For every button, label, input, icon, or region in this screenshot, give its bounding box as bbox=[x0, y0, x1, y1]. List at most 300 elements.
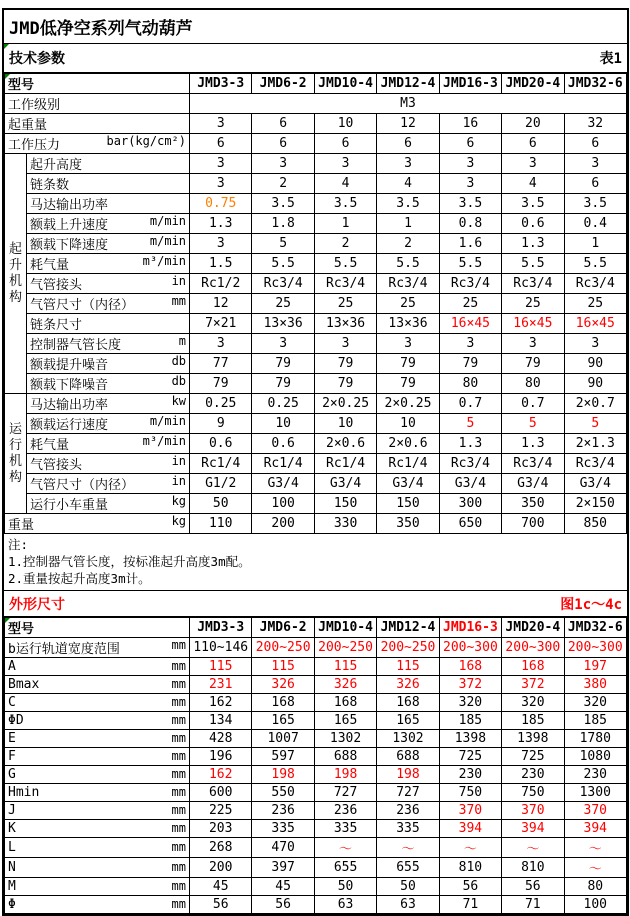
value-cell: 25 bbox=[439, 294, 501, 314]
value-cell: ～ bbox=[564, 858, 626, 878]
value-cell: 79 bbox=[502, 354, 564, 374]
table-row bbox=[5, 234, 627, 254]
value-cell: 688 bbox=[377, 748, 439, 766]
value-cell: 850 bbox=[564, 514, 626, 534]
value-cell: 12 bbox=[190, 294, 252, 314]
row-label: E mm bbox=[5, 730, 190, 748]
row-label: 气管尺寸（内径） in bbox=[27, 474, 190, 494]
value-cell: 63 bbox=[314, 896, 376, 914]
row-label: Hmin mm bbox=[5, 784, 190, 802]
value-cell: 600 bbox=[190, 784, 252, 802]
value-cell: 688 bbox=[314, 748, 376, 766]
value-cell: Rc1/2 bbox=[190, 274, 252, 294]
value-cell: 115 bbox=[314, 658, 376, 676]
value-cell: 6 bbox=[252, 134, 314, 154]
value-cell: 25 bbox=[252, 294, 314, 314]
value-cell: 25 bbox=[314, 294, 376, 314]
cell-marker-icon bbox=[5, 618, 10, 623]
value-cell: 2×0.6 bbox=[377, 434, 439, 454]
value-cell: Rc1/4 bbox=[252, 454, 314, 474]
value-cell: 56 bbox=[439, 878, 501, 896]
value-cell: 3.5 bbox=[314, 194, 376, 214]
value-cell: 56 bbox=[190, 896, 252, 914]
value-cell: 3 bbox=[439, 154, 501, 174]
value-cell: 168 bbox=[377, 694, 439, 712]
value-cell: 3 bbox=[564, 334, 626, 354]
value-cell: 3 bbox=[190, 174, 252, 194]
row-label: ΦD mm bbox=[5, 712, 190, 730]
model-header: JMD12-4 bbox=[377, 74, 439, 94]
value-cell: 200~250 bbox=[314, 638, 376, 658]
value-cell: Rc3/4 bbox=[439, 454, 501, 474]
value-cell: 10 bbox=[377, 414, 439, 434]
value-cell: 200~250 bbox=[252, 638, 314, 658]
row-unit: in bbox=[171, 454, 187, 468]
value-cell: 200 bbox=[190, 858, 252, 878]
value-cell: 370 bbox=[502, 802, 564, 820]
value-cell: Rc3/4 bbox=[502, 274, 564, 294]
value-cell: Rc3/4 bbox=[502, 454, 564, 474]
row-unit: kw bbox=[171, 394, 187, 408]
table-row bbox=[5, 878, 627, 896]
row-label: K mm bbox=[5, 820, 190, 838]
value-cell: 750 bbox=[502, 784, 564, 802]
table-row bbox=[5, 748, 627, 766]
value-cell: 63 bbox=[377, 896, 439, 914]
value-cell: 4 bbox=[377, 174, 439, 194]
value-cell: 3 bbox=[314, 154, 376, 174]
value-cell: Rc1/4 bbox=[314, 454, 376, 474]
row-label: 气管接头 in bbox=[27, 454, 190, 474]
row-label: 耗气量 m³/min bbox=[27, 434, 190, 454]
value-cell: 597 bbox=[252, 748, 314, 766]
row-unit: db bbox=[171, 374, 187, 388]
value-cell: 79 bbox=[190, 374, 252, 394]
table-row bbox=[5, 254, 627, 274]
page-title-text: JMD低净空系列气动葫芦 bbox=[9, 19, 193, 39]
value-cell: 6 bbox=[564, 134, 626, 154]
value-cell: 335 bbox=[314, 820, 376, 838]
value-cell: 0.4 bbox=[564, 214, 626, 234]
row-label: 工作压力 bar(kg/cm²) bbox=[5, 134, 190, 154]
row-unit: mm bbox=[171, 879, 186, 893]
row-unit: kg bbox=[171, 514, 187, 528]
dim-section-ref: 图1c～4c bbox=[560, 596, 622, 613]
value-cell: 110 bbox=[190, 514, 252, 534]
value-cell: 3 bbox=[314, 334, 376, 354]
row-unit: in bbox=[171, 274, 187, 288]
value-cell: Rc1/4 bbox=[190, 454, 252, 474]
model-header: JMD6-2 bbox=[252, 74, 314, 94]
value-cell: 3 bbox=[439, 334, 501, 354]
value-cell: 5 bbox=[439, 414, 501, 434]
value-cell: 3 bbox=[377, 334, 439, 354]
value-cell: 1007 bbox=[252, 730, 314, 748]
value-cell: 77 bbox=[190, 354, 252, 374]
value-cell: 372 bbox=[502, 676, 564, 694]
value-cell: 1302 bbox=[314, 730, 376, 748]
value-cell: 6 bbox=[314, 134, 376, 154]
table-row bbox=[5, 658, 627, 676]
table-row bbox=[5, 838, 627, 858]
row-unit: m/min bbox=[149, 414, 187, 428]
value-cell: 6 bbox=[502, 134, 564, 154]
value-cell: 1398 bbox=[439, 730, 501, 748]
value-cell: 10 bbox=[252, 414, 314, 434]
value-cell: 16×45 bbox=[564, 314, 626, 334]
row-label: 额载下降噪音 db bbox=[27, 374, 190, 394]
value-cell: 198 bbox=[314, 766, 376, 784]
value-cell: 1302 bbox=[377, 730, 439, 748]
models-label: 型号 bbox=[5, 618, 190, 638]
table-row bbox=[5, 784, 627, 802]
group-label: 运 行 机 构 bbox=[5, 394, 27, 514]
value-cell: 550 bbox=[252, 784, 314, 802]
group-label: 起 升 机 构 bbox=[5, 154, 27, 394]
value-cell: 115 bbox=[252, 658, 314, 676]
value-cell: 700 bbox=[502, 514, 564, 534]
table-row bbox=[5, 294, 627, 314]
value-cell: 1300 bbox=[564, 784, 626, 802]
value-cell: 12 bbox=[377, 114, 439, 134]
value-cell: Rc1/4 bbox=[377, 454, 439, 474]
row-unit: mm bbox=[171, 677, 186, 691]
value-cell: 326 bbox=[377, 676, 439, 694]
row-label: M mm bbox=[5, 878, 190, 896]
value-cell: 2 bbox=[252, 174, 314, 194]
value-cell: 3 bbox=[190, 234, 252, 254]
value-cell: 16×45 bbox=[439, 314, 501, 334]
value-cell: 100 bbox=[252, 494, 314, 514]
value-cell: 45 bbox=[252, 878, 314, 896]
value-cell: 725 bbox=[439, 748, 501, 766]
value-cell: 5.5 bbox=[252, 254, 314, 274]
value-cell: 50 bbox=[314, 878, 376, 896]
value-cell: 197 bbox=[564, 658, 626, 676]
table-row bbox=[5, 896, 627, 914]
value-cell: 5 bbox=[252, 234, 314, 254]
value-cell: 350 bbox=[377, 514, 439, 534]
value-cell: 71 bbox=[502, 896, 564, 914]
value-cell: 80 bbox=[564, 878, 626, 896]
value-cell: 13×36 bbox=[252, 314, 314, 334]
value-cell: 236 bbox=[314, 802, 376, 820]
value-cell: 0.6 bbox=[190, 434, 252, 454]
value-cell: 200~300 bbox=[439, 638, 501, 658]
value-cell: 6 bbox=[252, 114, 314, 134]
row-label: b运行轨道宽度范围 mm bbox=[5, 638, 190, 658]
row-label: 起重量 bbox=[5, 114, 190, 134]
value-cell: 230 bbox=[564, 766, 626, 784]
value-cell: 2 bbox=[314, 234, 376, 254]
value-cell: 45 bbox=[190, 878, 252, 896]
table-row bbox=[5, 334, 627, 354]
value-cell: 3.5 bbox=[564, 194, 626, 214]
value-cell: 326 bbox=[252, 676, 314, 694]
value-cell: 79 bbox=[252, 374, 314, 394]
table-row bbox=[5, 314, 627, 334]
value-cell: Rc3/4 bbox=[439, 274, 501, 294]
value-cell: 1.5 bbox=[190, 254, 252, 274]
value-cell: 225 bbox=[190, 802, 252, 820]
value-cell: 50 bbox=[190, 494, 252, 514]
value-cell: 470 bbox=[252, 838, 314, 858]
table-row bbox=[5, 414, 627, 434]
value-cell: G3/4 bbox=[439, 474, 501, 494]
value-cell: Rc3/4 bbox=[564, 274, 626, 294]
row-label: G mm bbox=[5, 766, 190, 784]
value-cell: 79 bbox=[439, 354, 501, 374]
value-cell: 90 bbox=[564, 374, 626, 394]
table-row bbox=[5, 514, 627, 534]
value-cell: 185 bbox=[439, 712, 501, 730]
value-cell: 4 bbox=[314, 174, 376, 194]
value-cell: 80 bbox=[502, 374, 564, 394]
table-row bbox=[5, 174, 627, 194]
row-unit: kg bbox=[171, 494, 187, 508]
tech-section-heading: 技术参数 bbox=[9, 51, 65, 67]
value-cell: 370 bbox=[564, 802, 626, 820]
value-cell: 200~250 bbox=[377, 638, 439, 658]
value-cell: G3/4 bbox=[564, 474, 626, 494]
table-row bbox=[5, 354, 627, 374]
value-cell: 750 bbox=[439, 784, 501, 802]
value-cell: 185 bbox=[564, 712, 626, 730]
page-title bbox=[4, 10, 627, 44]
value-cell: 25 bbox=[564, 294, 626, 314]
table-row bbox=[5, 730, 627, 748]
table-row bbox=[5, 474, 627, 494]
row-unit: m/min bbox=[149, 214, 187, 228]
value-cell: 268 bbox=[190, 838, 252, 858]
value-cell: 350 bbox=[502, 494, 564, 514]
value-cell: 236 bbox=[252, 802, 314, 820]
value-cell: 134 bbox=[190, 712, 252, 730]
value-cell: 150 bbox=[314, 494, 376, 514]
table-row bbox=[5, 858, 627, 878]
model-header: JMD10-4 bbox=[314, 74, 376, 94]
value-cell: 3 bbox=[564, 154, 626, 174]
value-cell: 397 bbox=[252, 858, 314, 878]
model-header: JMD6-2 bbox=[252, 618, 314, 638]
header-row bbox=[5, 74, 627, 94]
value-cell: 2×150 bbox=[564, 494, 626, 514]
table-row bbox=[5, 154, 627, 174]
row-unit: in bbox=[171, 474, 187, 488]
tech-parameters-table bbox=[4, 73, 627, 534]
value-cell: 1 bbox=[377, 214, 439, 234]
value-cell: 1 bbox=[314, 214, 376, 234]
value-cell: 200 bbox=[252, 514, 314, 534]
row-unit: mm bbox=[171, 695, 186, 709]
value-cell: 71 bbox=[439, 896, 501, 914]
table-row bbox=[5, 820, 627, 838]
value-cell: ～ bbox=[564, 838, 626, 858]
value-cell: 335 bbox=[377, 820, 439, 838]
dim-section-header bbox=[4, 591, 627, 617]
cell-marker-icon bbox=[5, 74, 10, 79]
notes-title: 注: bbox=[8, 537, 29, 552]
table-row bbox=[5, 214, 627, 234]
table-row bbox=[5, 494, 627, 514]
row-label: 起升高度 bbox=[27, 154, 190, 174]
value-cell: 5 bbox=[502, 414, 564, 434]
value-cell: 9 bbox=[190, 414, 252, 434]
value-cell: 165 bbox=[377, 712, 439, 730]
row-label: 耗气量 m³/min bbox=[27, 254, 190, 274]
row-label: 马达输出功率 kw bbox=[27, 394, 190, 414]
row-unit: mm bbox=[171, 821, 186, 835]
row-label: C mm bbox=[5, 694, 190, 712]
row-unit: mm bbox=[171, 713, 186, 727]
tech-section-ref: 表1 bbox=[599, 51, 622, 67]
value-cell: 162 bbox=[190, 694, 252, 712]
row-label: A mm bbox=[5, 658, 190, 676]
value-cell: 1.3 bbox=[439, 434, 501, 454]
row-unit: m³/min bbox=[142, 254, 187, 268]
value-cell: 198 bbox=[252, 766, 314, 784]
value-cell: 2×0.7 bbox=[564, 394, 626, 414]
table-row bbox=[5, 454, 627, 474]
value-cell: 80 bbox=[439, 374, 501, 394]
value-cell: M3 bbox=[190, 94, 627, 114]
value-cell: 79 bbox=[377, 354, 439, 374]
value-cell: 1780 bbox=[564, 730, 626, 748]
value-cell: 6 bbox=[439, 134, 501, 154]
model-header: JMD32-6 bbox=[564, 618, 626, 638]
value-cell: 79 bbox=[252, 354, 314, 374]
model-header: JMD20-4 bbox=[502, 74, 564, 94]
models-label: 型号 bbox=[5, 74, 190, 94]
row-label: Φ mm bbox=[5, 896, 190, 914]
value-cell: 168 bbox=[252, 694, 314, 712]
value-cell: 810 bbox=[502, 858, 564, 878]
value-cell: 5.5 bbox=[502, 254, 564, 274]
value-cell: 2×1.3 bbox=[564, 434, 626, 454]
value-cell: 1 bbox=[564, 234, 626, 254]
row-unit: mm bbox=[171, 749, 186, 763]
value-cell: G3/4 bbox=[377, 474, 439, 494]
value-cell: 2×0.25 bbox=[377, 394, 439, 414]
value-cell: 168 bbox=[439, 658, 501, 676]
table-row bbox=[5, 114, 627, 134]
value-cell: 0.25 bbox=[190, 394, 252, 414]
value-cell: 3.5 bbox=[502, 194, 564, 214]
model-header: JMD16-3 bbox=[439, 74, 501, 94]
value-cell: 13×36 bbox=[377, 314, 439, 334]
value-cell: 7×21 bbox=[190, 314, 252, 334]
value-cell: 165 bbox=[252, 712, 314, 730]
value-cell: 16 bbox=[439, 114, 501, 134]
value-cell: 1.6 bbox=[439, 234, 501, 254]
row-label: 马达输出功率 bbox=[27, 194, 190, 214]
row-unit: m/min bbox=[149, 234, 187, 248]
tech-section-header bbox=[4, 44, 627, 73]
row-unit: mm bbox=[171, 897, 186, 911]
row-label: 控制器气管长度 m bbox=[27, 334, 190, 354]
dim-section-heading: 外形尺寸 bbox=[9, 596, 65, 613]
value-cell: 2×0.6 bbox=[314, 434, 376, 454]
value-cell: 320 bbox=[564, 694, 626, 712]
value-cell: 330 bbox=[314, 514, 376, 534]
value-cell: 300 bbox=[439, 494, 501, 514]
value-cell: 1.8 bbox=[252, 214, 314, 234]
row-label: 链条数 bbox=[27, 174, 190, 194]
value-cell: 4 bbox=[502, 174, 564, 194]
value-cell: 10 bbox=[314, 114, 376, 134]
value-cell: 185 bbox=[502, 712, 564, 730]
row-unit: mm bbox=[171, 294, 187, 308]
header-row bbox=[5, 618, 627, 638]
value-cell: 1398 bbox=[502, 730, 564, 748]
row-unit: mm bbox=[171, 785, 186, 799]
value-cell: 6 bbox=[190, 134, 252, 154]
value-cell: 16×45 bbox=[502, 314, 564, 334]
value-cell: 236 bbox=[377, 802, 439, 820]
value-cell: 5 bbox=[564, 414, 626, 434]
value-cell: 394 bbox=[502, 820, 564, 838]
value-cell: 725 bbox=[502, 748, 564, 766]
value-cell: 1.3 bbox=[502, 234, 564, 254]
row-unit: mm bbox=[171, 638, 186, 652]
table-row bbox=[5, 676, 627, 694]
row-unit: m³/min bbox=[142, 434, 187, 448]
table-row bbox=[5, 394, 627, 414]
value-cell: G3/4 bbox=[314, 474, 376, 494]
value-cell: 3 bbox=[502, 154, 564, 174]
value-cell: 3 bbox=[190, 114, 252, 134]
value-cell: 5.5 bbox=[314, 254, 376, 274]
value-cell: 394 bbox=[564, 820, 626, 838]
value-cell: 727 bbox=[314, 784, 376, 802]
table-row bbox=[5, 94, 627, 114]
table-row bbox=[5, 134, 627, 154]
value-cell: 2×0.25 bbox=[314, 394, 376, 414]
value-cell: 100 bbox=[564, 896, 626, 914]
row-unit: mm bbox=[171, 767, 186, 781]
table-row bbox=[5, 274, 627, 294]
value-cell: 394 bbox=[439, 820, 501, 838]
value-cell: 335 bbox=[252, 820, 314, 838]
note-line-1: 1.控制器气管长度，按标准起升高度3m配。 bbox=[8, 554, 251, 569]
value-cell: 1080 bbox=[564, 748, 626, 766]
value-cell: ～ bbox=[502, 838, 564, 858]
value-cell: G3/4 bbox=[252, 474, 314, 494]
value-cell: 5.5 bbox=[564, 254, 626, 274]
value-cell: 110~146 bbox=[190, 638, 252, 658]
value-cell: 3.5 bbox=[439, 194, 501, 214]
row-unit: db bbox=[171, 354, 187, 368]
value-cell: 203 bbox=[190, 820, 252, 838]
value-cell: 165 bbox=[314, 712, 376, 730]
value-cell: 25 bbox=[502, 294, 564, 314]
row-label: 重量 kg bbox=[5, 514, 190, 534]
value-cell: 5.5 bbox=[439, 254, 501, 274]
value-cell: Rc3/4 bbox=[314, 274, 376, 294]
value-cell: G3/4 bbox=[502, 474, 564, 494]
value-cell: 200~300 bbox=[564, 638, 626, 658]
table-row bbox=[5, 194, 627, 214]
model-header: JMD3-3 bbox=[190, 74, 252, 94]
value-cell: 372 bbox=[439, 676, 501, 694]
value-cell: 162 bbox=[190, 766, 252, 784]
row-label: 气管尺寸（内径） mm bbox=[27, 294, 190, 314]
value-cell: 0.7 bbox=[502, 394, 564, 414]
value-cell: 3 bbox=[190, 154, 252, 174]
value-cell: 428 bbox=[190, 730, 252, 748]
value-cell: 1.3 bbox=[502, 434, 564, 454]
value-cell: 810 bbox=[439, 858, 501, 878]
